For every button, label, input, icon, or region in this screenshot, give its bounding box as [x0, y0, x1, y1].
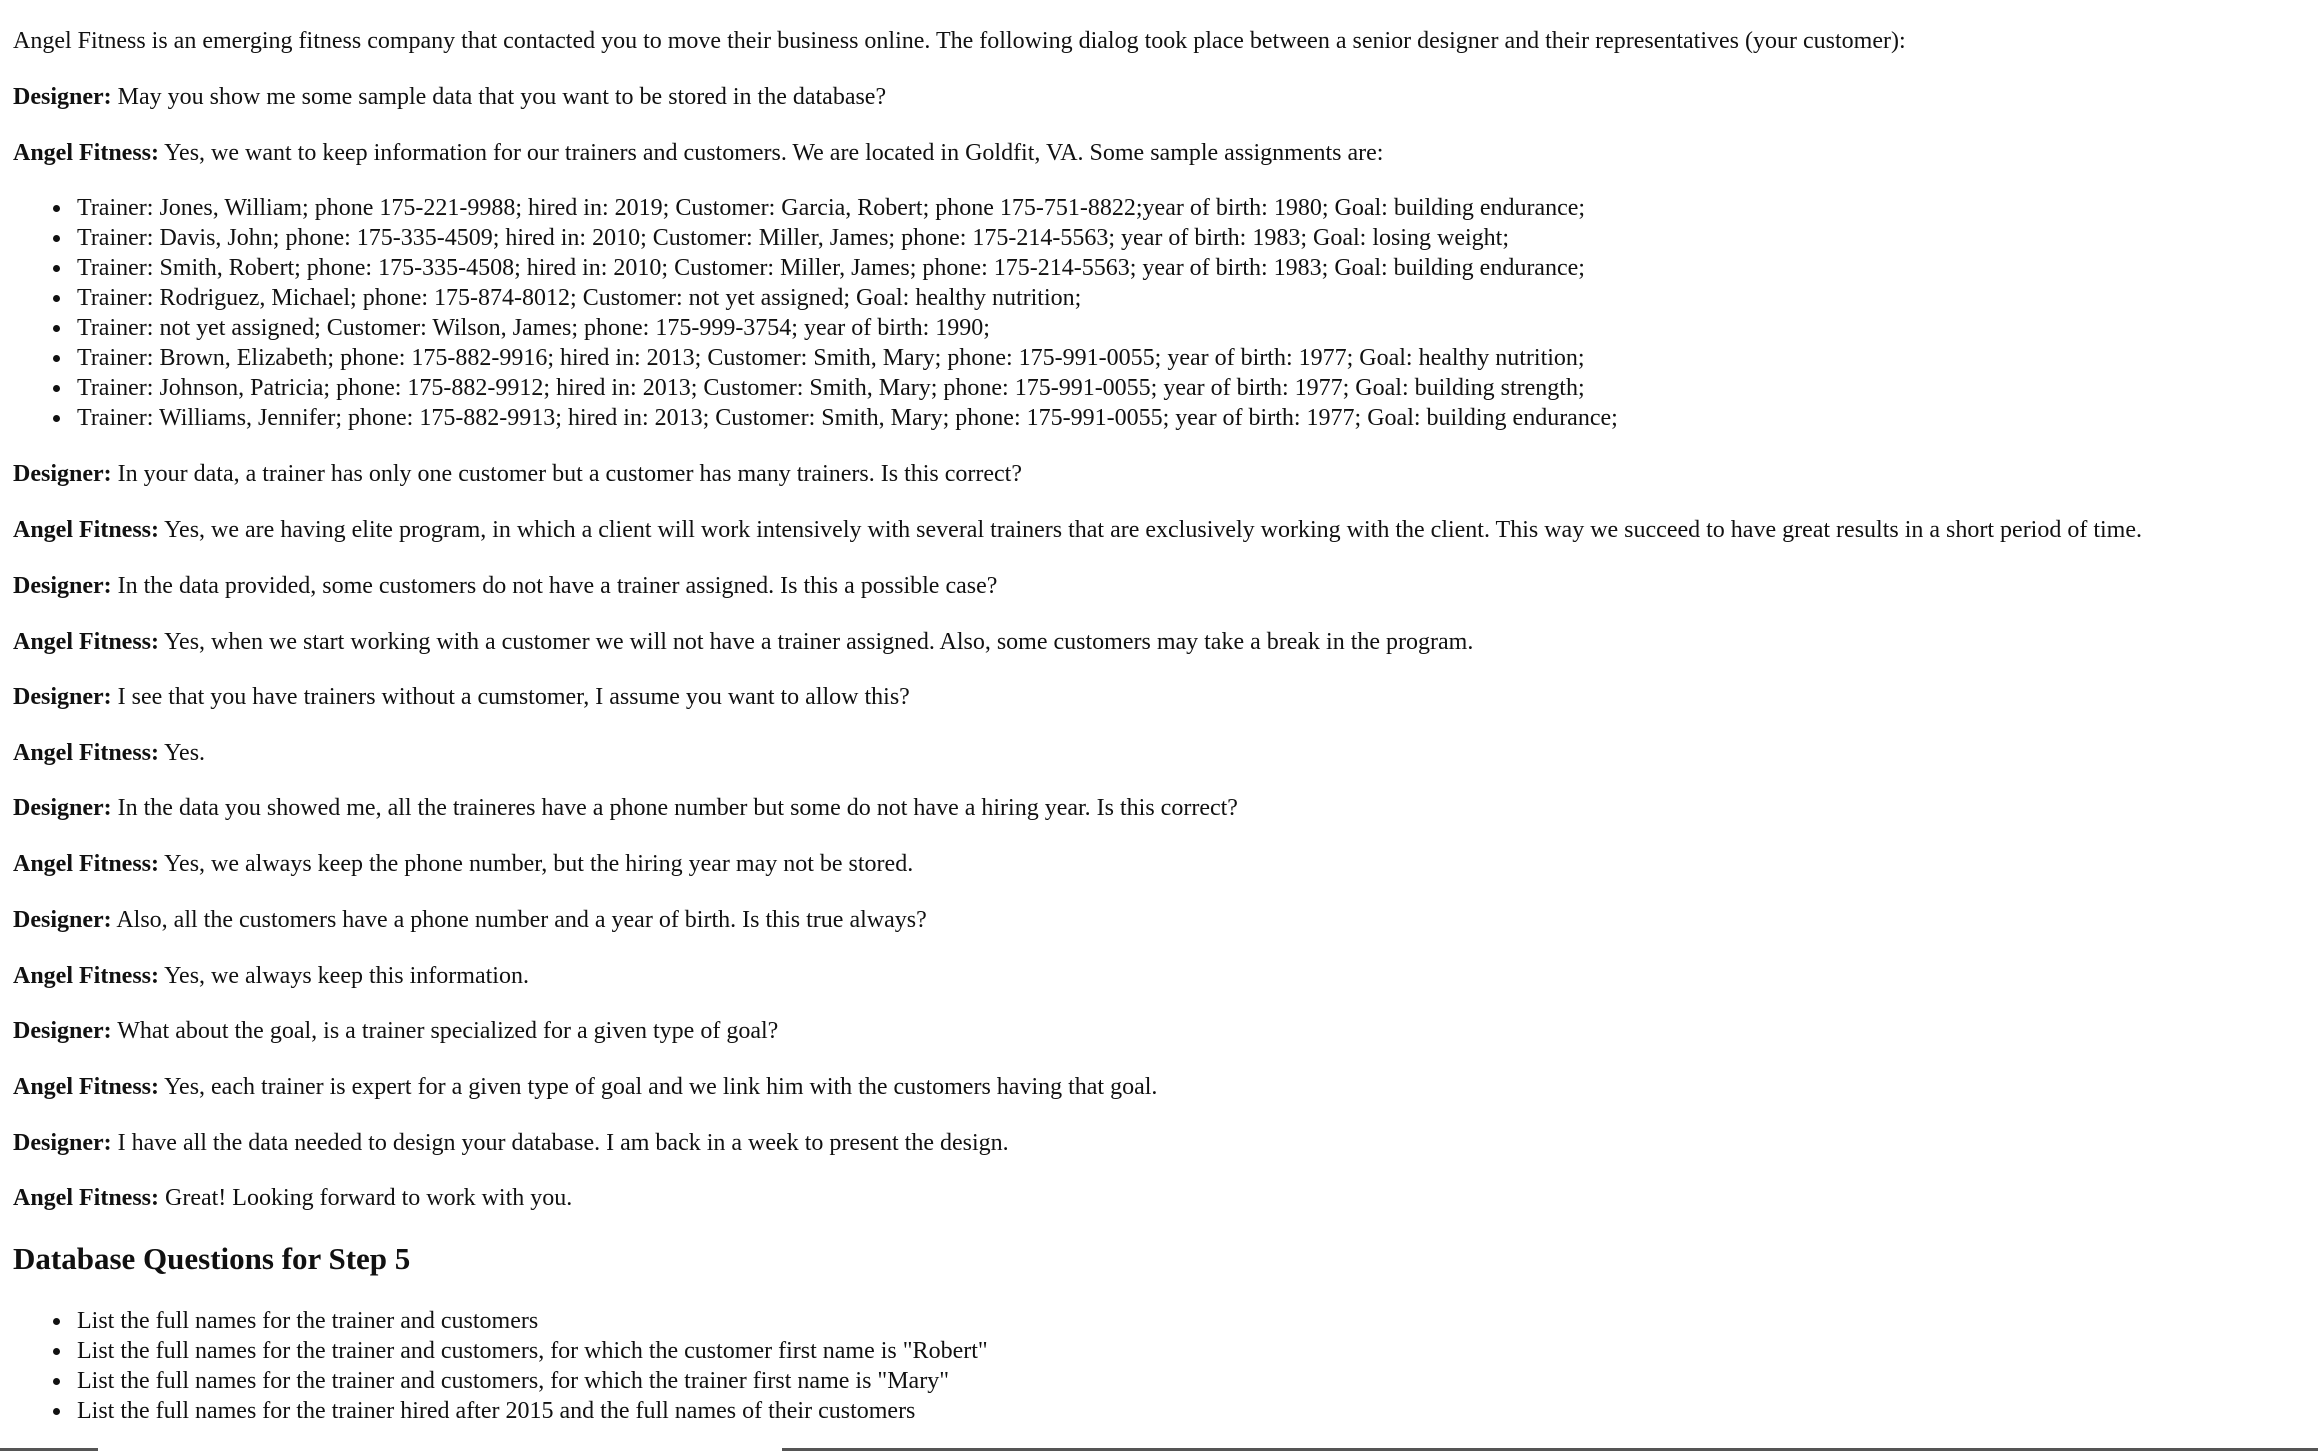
dialog-text: May you show me some sample data that you want to be stored in the database?: [117, 84, 887, 110]
dialog-line-designer: [13, 459, 1022, 489]
speaker-angel-fitness: Angel Fitness:: [13, 629, 159, 655]
bullet-icon: [53, 265, 60, 272]
bullet-icon: [53, 1408, 60, 1415]
speaker-designer: Designer:: [13, 684, 112, 710]
dialog-text: I see that you have trainers without a cumstomer, I assume you want to allow this?: [117, 684, 910, 710]
dialog-line-angel: [13, 1072, 1157, 1102]
speaker-angel-fitness: Angel Fitness:: [13, 740, 159, 766]
bullet-icon: [53, 1348, 60, 1355]
dialog-line-designer: [13, 905, 927, 935]
dialog-text: Yes, when we start working with a customer we will not have a trainer assigned. Also, some customers may take a break in the program.: [164, 629, 1474, 655]
bullet-icon: [53, 235, 60, 242]
dialog-line-angel: [13, 138, 1383, 168]
list-item: List the full names for the trainer hired after 2015 and the full names of their customers: [13, 1396, 988, 1426]
speaker-angel-fitness: Angel Fitness:: [13, 1185, 159, 1211]
speaker-designer: Designer:: [13, 461, 112, 487]
dialog-line-designer: [13, 571, 997, 601]
speaker-designer: Designer:: [13, 1130, 112, 1156]
bullet-icon: [53, 325, 60, 332]
dialog-line-angel: [13, 849, 913, 879]
dialog-line-designer: [13, 682, 910, 712]
dialog-line-angel: [13, 738, 205, 768]
dialog-line-angel: [13, 1183, 572, 1213]
speaker-angel-fitness: Angel Fitness:: [13, 963, 159, 989]
speaker-designer: Designer:: [13, 907, 112, 933]
list-item: Trainer: Smith, Robert; phone: 175-335-4508; hired in: 2010; Customer: Miller, James; phone: 175-214-5563; year of birth: 1983; Goal: building endurance;: [13, 253, 1618, 283]
dialog-line-designer: [13, 82, 886, 112]
dialog-line-designer: [13, 1016, 778, 1046]
list-item: Trainer: Brown, Elizabeth; phone: 175-882-9916; hired in: 2013; Customer: Smith, Mary; phone: 175-991-0055; year of birth: 1977; Goal: healthy nutrition;: [13, 343, 1618, 373]
dialog-text: In the data provided, some customers do not have a trainer assigned. Is this a possible case?: [117, 573, 998, 599]
dialog-text: Yes, each trainer is expert for a given type of goal and we link him with the customers having that goal.: [164, 1074, 1158, 1100]
dialog-text: Yes, we always keep this information.: [164, 963, 529, 989]
dialog-text: What about the goal, is a trainer specialized for a given type of goal?: [117, 1018, 779, 1044]
dialog-line-designer: [13, 1128, 1009, 1158]
bullet-icon: [53, 1378, 60, 1385]
database-questions-list: [13, 1306, 988, 1426]
list-item: Trainer: Davis, John; phone: 175-335-4509; hired in: 2010; Customer: Miller, James; phone: 175-214-5563; year of birth: 1983; Goal: losing weight;: [13, 223, 1618, 253]
speaker-angel-fitness: Angel Fitness:: [13, 1074, 159, 1100]
speaker-designer: Designer:: [13, 795, 112, 821]
dialog-text: Yes.: [164, 740, 206, 766]
speaker-designer: Designer:: [13, 573, 112, 599]
dialog-text: Yes, we always keep the phone number, but the hiring year may not be stored.: [164, 851, 914, 877]
dialog-text: In your data, a trainer has only one customer but a customer has many trainers. Is this correct?: [117, 461, 1022, 487]
bullet-icon: [53, 355, 60, 362]
bullet-icon: [53, 205, 60, 212]
list-item: Trainer: not yet assigned; Customer: Wilson, James; phone: 175-999-3754; year of birth: 1990;: [13, 313, 1618, 343]
dialog-text: Yes, we are having elite program, in which a client will work intensively with several trainers that are exclusively working with the client. This way we succeed to have great results in a short period of time.: [164, 517, 2142, 543]
dialog-line-angel: [13, 961, 529, 991]
dialog-line-designer: [13, 793, 1238, 823]
list-item: List the full names for the trainer and customers, for which the trainer first name is "Mary": [13, 1366, 988, 1396]
list-item: Trainer: Jones, William; phone 175-221-9988; hired in: 2019; Customer: Garcia, Robert; phone 175-751-8822;year of birth: 1980; Goal: building endurance;: [13, 193, 1618, 223]
list-item: Trainer: Rodriguez, Michael; phone: 175-874-8012; Customer: not yet assigned; Goal: healthy nutrition;: [13, 283, 1618, 313]
dialog-text: Great! Looking forward to work with you.: [165, 1185, 573, 1211]
dialog-text: I have all the data needed to design your database. I am back in a week to present the design.: [117, 1130, 1009, 1156]
dialog-text: Yes, we want to keep information for our trainers and customers. We are located in Goldfit, VA. Some sample assignments are:: [164, 140, 1384, 166]
questions-heading: Database Questions for Step 5: [13, 1241, 411, 1276]
bullet-icon: [53, 415, 60, 422]
speaker-angel-fitness: Angel Fitness:: [13, 517, 159, 543]
dialog-line-angel: [13, 515, 2142, 545]
list-item: List the full names for the trainer and customers: [13, 1306, 988, 1336]
list-item: Trainer: Williams, Jennifer; phone: 175-882-9913; hired in: 2013; Customer: Smith, Mary; phone: 175-991-0055; year of birth: 1977; Goal: building endurance;: [13, 403, 1618, 433]
list-item: List the full names for the trainer and customers, for which the customer first name is "Robert": [13, 1336, 988, 1366]
sample-assignments-list: [13, 193, 1618, 433]
speaker-designer: Designer:: [13, 84, 112, 110]
dialog-text: Also, all the customers have a phone number and a year of birth. Is this true always?: [116, 907, 927, 933]
list-item: Trainer: Johnson, Patricia; phone: 175-882-9912; hired in: 2013; Customer: Smith, Mary; phone: 175-991-0055; year of birth: 1977; Goal: building strength;: [13, 373, 1618, 403]
speaker-angel-fitness: Angel Fitness:: [13, 140, 159, 166]
dialog-line-angel: [13, 627, 1473, 657]
dialog-text: In the data you showed me, all the traineres have a phone number but some do not have a hiring year. Is this correct?: [117, 795, 1238, 821]
intro-paragraph: Angel Fitness is an emerging fitness company that contacted you to move their business online. The following dialog took place between a senior designer and their representatives (your customer):: [13, 28, 1906, 54]
bullet-icon: [53, 295, 60, 302]
speaker-angel-fitness: Angel Fitness:: [13, 851, 159, 877]
speaker-designer: Designer:: [13, 1018, 112, 1044]
bullet-icon: [53, 1318, 60, 1325]
bullet-icon: [53, 385, 60, 392]
